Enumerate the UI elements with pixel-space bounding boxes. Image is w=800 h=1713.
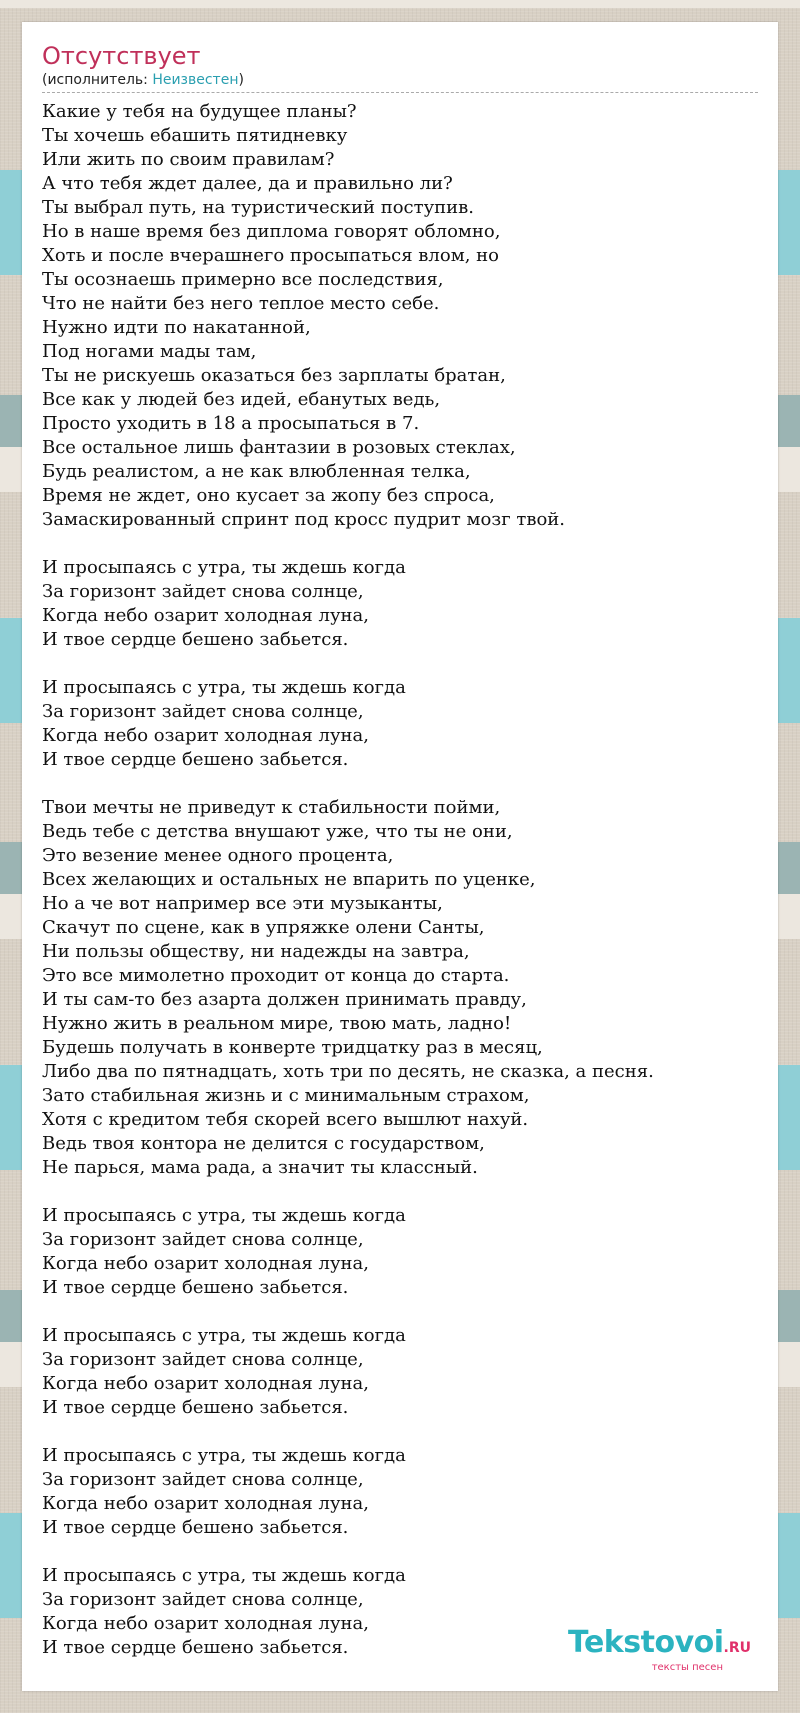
lyrics-line: За горизонт зайдет снова солнце, [42, 701, 364, 722]
logo-tld: .RU [723, 1640, 751, 1656]
logo-tagline: тексты песен [651, 1662, 723, 1673]
lyrics-line: Когда небо озарит холодная луна, [42, 1493, 369, 1514]
lyrics-line: Твои мечты не приведут к стабильности пойми, [42, 797, 501, 818]
lyrics-line: За горизонт зайдет снова солнце, [42, 1469, 364, 1490]
lyrics-line: Ни пользы обществу, ни надежды на завтра, [42, 941, 470, 962]
lyrics-line: Замаскированный спринт под кросс пудрит мозг твой. [42, 509, 566, 530]
lyrics-line: И твое сердце бешено забьется. [42, 629, 349, 650]
lyrics-stanza [42, 796, 758, 1180]
lyrics-line: За горизонт зайдет снова солнце, [42, 1589, 364, 1610]
lyrics-line: И просыпаясь с утра, ты ждешь когда [42, 1325, 406, 1346]
lyrics-line: И твое сердце бешено забьется. [42, 1277, 349, 1298]
lyrics-line: И просыпаясь с утра, ты ждешь когда [42, 1445, 406, 1466]
lyrics-line: Все как у людей без идей, ебанутых ведь, [42, 389, 441, 410]
lyrics-line: Что не найти без него теплое место себе. [42, 293, 440, 314]
lyrics-line: Скачут по сцене, как в упряжке олени Санты, [42, 917, 485, 938]
lyrics-line: И твое сердце бешено забьется. [42, 1517, 349, 1538]
lyrics-stanza [42, 100, 758, 532]
song-title: Отсутствует [42, 42, 201, 70]
lyrics-line: Ты выбрал путь, на туристический поступив. [42, 197, 475, 218]
lyrics-line: Какие у тебя на будущее планы? [42, 101, 357, 122]
logo-name: Tekstovoi [567, 1625, 724, 1660]
lyrics-line: И твое сердце бешено забьется. [42, 1637, 349, 1658]
lyrics-stanza [42, 1444, 758, 1540]
lyrics-stanza [42, 1324, 758, 1420]
lyrics-line: Под ногами мады там, [42, 341, 257, 362]
lyrics-line: Будь реалистом, а не как влюбленная телка, [42, 461, 471, 482]
lyrics-line: Когда небо озарит холодная луна, [42, 1373, 369, 1394]
lyrics-line: За горизонт зайдет снова солнце, [42, 1229, 364, 1250]
lyrics-line: За горизонт зайдет снова солнце, [42, 1349, 364, 1370]
lyrics-line: Хоть и после вчерашнего просыпаться влом, но [42, 245, 499, 266]
lyrics-line: Либо два по пятнадцать, хоть три по десять, не сказка, а песня. [42, 1061, 654, 1082]
logo-wordmark [567, 1625, 751, 1663]
lyrics-line: И просыпаясь с утра, ты ждешь когда [42, 1205, 406, 1226]
lyrics-line: И ты сам-то без азарта должен принимать правду, [42, 989, 527, 1010]
artist-link[interactable]: Неизвестен [152, 72, 239, 88]
lyrics-line: Это везение менее одного процента, [42, 845, 394, 866]
lyrics-stanza [42, 676, 758, 772]
lyrics-line: Время не ждет, оно кусает за жопу без спроса, [42, 485, 495, 506]
lyrics-line: Или жить по своим правилам? [42, 149, 335, 170]
lyrics-line: Ведь тебе с детства внушают уже, что ты не они, [42, 821, 513, 842]
lyrics-line: Хотя с кредитом тебя скорей всего вышлют нахуй. [42, 1109, 529, 1130]
lyrics-line: И просыпаясь с утра, ты ждешь когда [42, 677, 406, 698]
lyrics-line: Просто уходить в 18 а просыпаться в 7. [42, 413, 420, 434]
lyrics-stanza [42, 1204, 758, 1300]
lyrics-line: Ты хочешь ебашить пятидневку [42, 125, 348, 146]
lyrics-line: Будешь получать в конверте тридцатку раз в месяц, [42, 1037, 543, 1058]
lyrics-line: Зато стабильная жизнь и с минимальным страхом, [42, 1085, 530, 1106]
site-logo[interactable] [567, 1625, 751, 1673]
lyrics-line: Ты не рискуешь оказаться без зарплаты братан, [42, 365, 506, 386]
divider [42, 92, 758, 93]
lyrics-line: Ты осознаешь примерно все последствия, [42, 269, 444, 290]
lyrics-line: И просыпаясь с утра, ты ждешь когда [42, 1565, 406, 1586]
lyrics-text [42, 100, 758, 1684]
lyrics-line: Но в наше время без диплома говорят обломно, [42, 221, 501, 242]
lyrics-line: Когда небо озарит холодная луна, [42, 605, 369, 626]
artist-line [42, 72, 244, 88]
lyrics-line: Когда небо озарит холодная луна, [42, 725, 369, 746]
lyrics-line: За горизонт зайдет снова солнце, [42, 581, 364, 602]
lyrics-line: Нужно жить в реальном мире, твою мать, ладно! [42, 1013, 512, 1034]
background-stripe [0, 0, 800, 8]
lyrics-line: И твое сердце бешено забьется. [42, 749, 349, 770]
lyrics-line: Всех желающих и остальных не впарить по уценке, [42, 869, 536, 890]
lyrics-stanza [42, 556, 758, 652]
artist-suffix: ) [238, 72, 244, 88]
lyrics-line: Когда небо озарит холодная луна, [42, 1613, 369, 1634]
lyrics-line: Не парься, мама рада, а значит ты классный. [42, 1157, 478, 1178]
lyrics-card [22, 22, 778, 1691]
lyrics-line: Это все мимолетно проходит от конца до старта. [42, 965, 510, 986]
lyrics-line: Все остальное лишь фантазии в розовых стеклах, [42, 437, 516, 458]
lyrics-line: Когда небо озарит холодная луна, [42, 1253, 369, 1274]
lyrics-line: А что тебя ждет далее, да и правильно ли? [42, 173, 453, 194]
lyrics-line: И твое сердце бешено забьется. [42, 1397, 349, 1418]
lyrics-line: И просыпаясь с утра, ты ждешь когда [42, 557, 406, 578]
lyrics-line: Но а че вот например все эти музыканты, [42, 893, 443, 914]
lyrics-line: Нужно идти по накатанной, [42, 317, 311, 338]
artist-prefix: (исполнитель: [42, 72, 153, 88]
lyrics-line: Ведь твоя контора не делится с государством, [42, 1133, 485, 1154]
